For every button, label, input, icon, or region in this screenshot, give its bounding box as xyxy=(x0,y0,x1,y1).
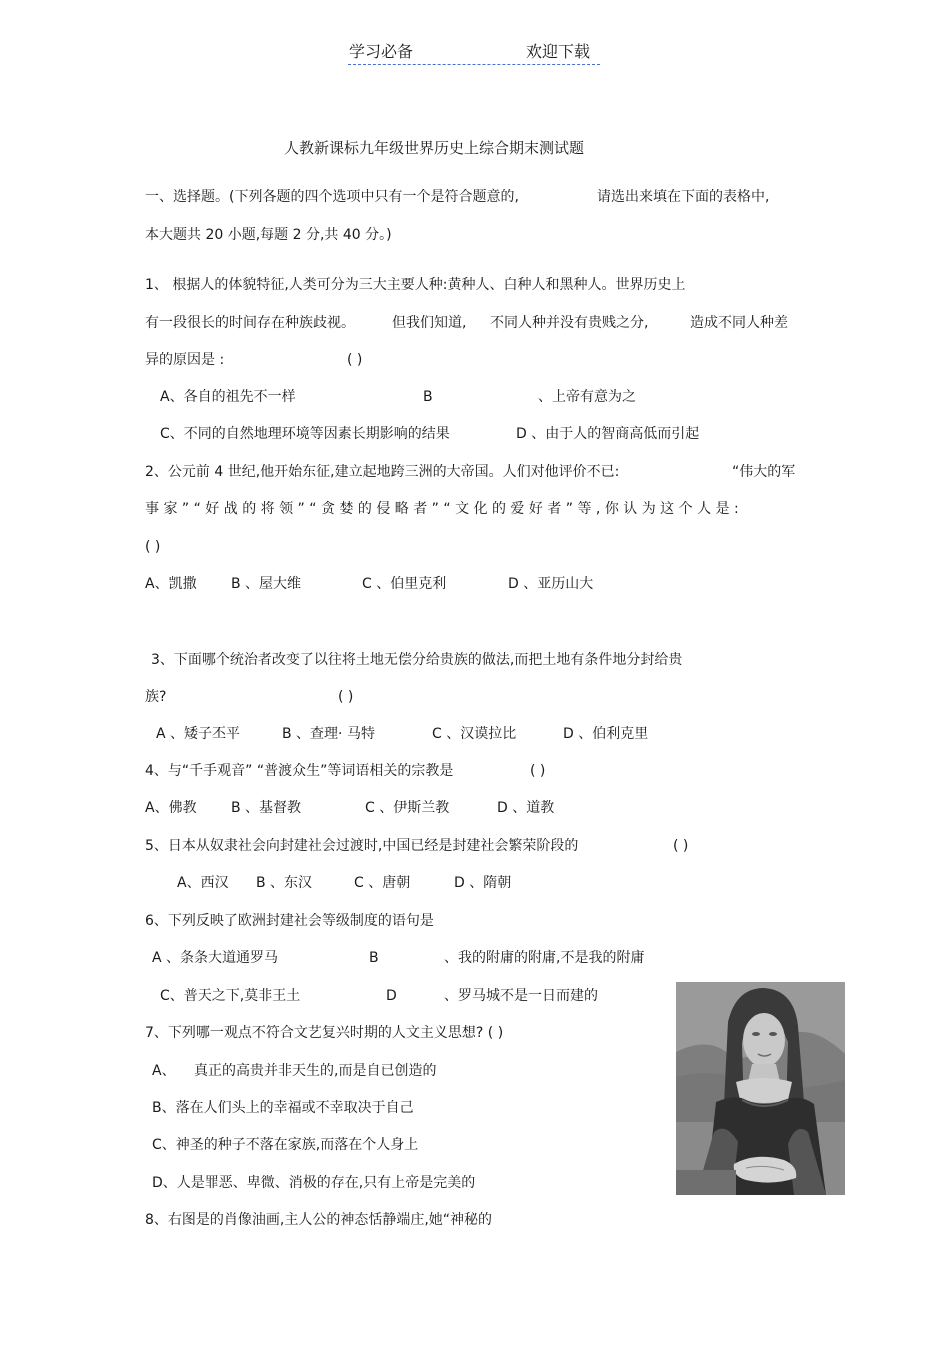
option-d: 、罗马城不是一日而建的 xyxy=(444,988,598,1004)
question-text: 有一段很长的时间存在种族歧视。 xyxy=(145,315,355,331)
option-b-letter: B xyxy=(369,950,379,966)
question-text: 造成不同人种差 xyxy=(690,315,788,331)
question-text: 4、与“千手观音” “普渡众生”等词语相关的宗教是 xyxy=(145,763,454,779)
question-text: 族? xyxy=(145,689,167,705)
option-b: B 、基督教 xyxy=(231,800,302,816)
question-text: “伟大的军 xyxy=(732,464,796,480)
answer-paren: ( ) xyxy=(347,352,363,368)
option-a: A、凯撒 xyxy=(145,576,197,592)
question-text: 异的原因是 : xyxy=(145,352,225,368)
option-d: D 、隋朝 xyxy=(454,875,512,891)
option-c: C 、汉谟拉比 xyxy=(432,726,517,742)
option-d: D 、伯利克里 xyxy=(563,726,649,742)
question-text: 事 家 ” “ 好 战 的 将 领 ” “ 贪 婪 的 侵 略 者 ” “ 文 化 的 爱 好 者 ” 等 , 你 认 为 这 个 人 是 : xyxy=(145,501,739,517)
portrait-painting-image xyxy=(676,982,845,1195)
question-text: 6、下列反映了欧洲封建社会等级制度的语句是 xyxy=(145,913,434,929)
option-a: A、各自的祖先不一样 xyxy=(160,389,296,405)
option-a: 真正的高贵并非天生的,而是自已创造的 xyxy=(194,1063,437,1079)
question-text: 5、日本从奴隶社会向封建社会过渡时,中国已经是封建社会繁荣阶段的 xyxy=(145,838,579,854)
option-a-letter: A、 xyxy=(152,1063,176,1079)
section-instruction: 本大题共 20 小题,每题 2 分,共 40 分。) xyxy=(145,227,392,243)
page-title: 人教新课标九年级世界历史上综合期末测试题 xyxy=(284,139,585,157)
question-text: 8、右图是的肖像油画,主人公的神态恬静端庄,她“神秘的 xyxy=(145,1212,493,1228)
option-c: C、神圣的种子不落在家族,而落在个人身上 xyxy=(152,1137,419,1153)
option-c: C 、伯里克利 xyxy=(362,576,447,592)
question-text: 7、下列哪一观点不符合文艺复兴时期的人文主义思想? ( ) xyxy=(145,1025,504,1041)
option-a: A 、条条大道通罗马 xyxy=(152,950,279,966)
option-c: C、不同的自然地理环境等因素长期影响的结果 xyxy=(160,426,450,442)
question-text: 3、下面哪个统治者改变了以往将土地无偿分给贵族的做法,而把土地有条件地分封给贵 xyxy=(151,652,683,668)
option-c: C 、唐朝 xyxy=(354,875,411,891)
answer-paren: ( ) xyxy=(673,838,689,854)
option-c: C 、伊斯兰教 xyxy=(365,800,450,816)
option-d: D 、道教 xyxy=(497,800,555,816)
answer-paren: ( ) xyxy=(530,763,546,779)
option-b: B、落在人们头上的幸福或不幸取决于自己 xyxy=(152,1100,414,1116)
question-text: 不同人种并没有贵贱之分, xyxy=(490,315,649,331)
question-text: 但我们知道, xyxy=(392,315,467,331)
question-text: 1、 根据人的体貌特征,人类可分为三大主要人种:黄种人、白种人和黑种人。世界历史上 xyxy=(145,277,686,293)
option-b: B 、屋大维 xyxy=(231,576,302,592)
option-d: D 、由于人的智商高低而引起 xyxy=(516,426,700,442)
option-a: A 、矮子丕平 xyxy=(156,726,241,742)
section-instruction: 一、选择题。(下列各题的四个选项中只有一个是符合题意的, xyxy=(145,189,519,205)
option-b: B 、东汉 xyxy=(256,875,313,891)
option-a: A、西汉 xyxy=(177,875,229,891)
option-a: A、佛教 xyxy=(145,800,197,816)
question-text: 2、公元前 4 世纪,他开始东征,建立起地跨三洲的大帝国。人们对他评价不已: xyxy=(145,464,620,480)
header-left: 学习必备 xyxy=(349,42,414,61)
option-b: B 、查理· 马特 xyxy=(282,726,375,742)
header-right: 欢迎下载 xyxy=(526,42,591,61)
option-b-letter: B xyxy=(423,389,433,405)
option-d-letter: D xyxy=(386,988,397,1004)
answer-paren: ( ) xyxy=(145,539,161,555)
option-b: 、我的附庸的附庸,不是我的附庸 xyxy=(444,950,645,966)
option-d: D、人是罪恶、卑微、消极的存在,只有上帝是完美的 xyxy=(152,1175,476,1191)
option-c: C、普天之下,莫非王土 xyxy=(160,988,301,1004)
section-instruction: 请选出来填在下面的表格中, xyxy=(597,189,770,205)
answer-paren: ( ) xyxy=(338,689,354,705)
header-divider xyxy=(348,64,600,65)
option-b: 、上帝有意为之 xyxy=(538,389,636,405)
option-d: D 、亚历山大 xyxy=(508,576,594,592)
